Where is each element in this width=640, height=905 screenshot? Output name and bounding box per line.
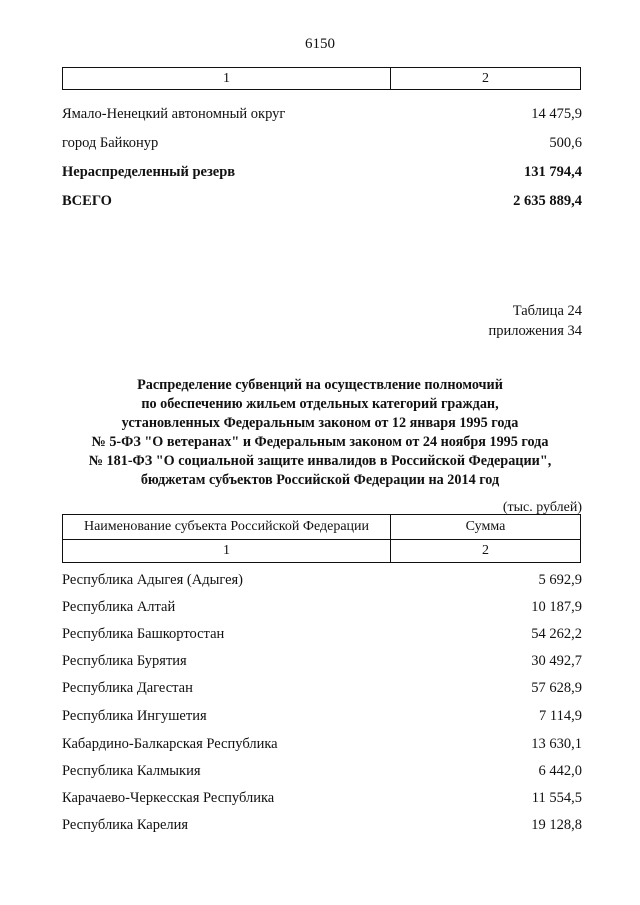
row-value: 7 114,9 <box>539 708 582 724</box>
document-title <box>40 376 600 490</box>
table-row <box>62 790 582 807</box>
row-value: 131 794,4 <box>524 164 582 180</box>
table-row <box>62 106 582 123</box>
row-value: 19 128,8 <box>531 817 582 833</box>
row-name: Республика Алтай <box>62 599 176 615</box>
table-row <box>62 599 582 616</box>
table-row <box>62 708 582 725</box>
row-name: Республика Карелия <box>62 817 189 833</box>
top-table-col-1: 1 <box>223 70 230 86</box>
row-name: Республика Башкортостан <box>62 626 225 642</box>
row-name: Республика Калмыкия <box>62 763 201 779</box>
row-name: Ямало-Ненецкий автономный округ <box>62 106 286 122</box>
table-row-total <box>62 193 582 210</box>
page-number: 6150 <box>305 36 335 52</box>
table-row <box>62 736 582 753</box>
row-name: Республика Адыгея (Адыгея) <box>62 572 244 588</box>
row-name: Республика Дагестан <box>62 680 193 696</box>
main-table-col-numbers <box>62 539 581 563</box>
title-line: Распределение субвенций на осуществление полномочий <box>137 377 503 393</box>
row-value: 500,6 <box>549 135 582 151</box>
title-line: № 5-ФЗ "О ветеранах" и Федеральным законом от 24 ноября 1995 года <box>91 434 549 450</box>
col-number-1: 1 <box>223 543 230 558</box>
row-value: 2 635 889,4 <box>513 193 582 209</box>
col-number-2: 2 <box>390 540 580 562</box>
title-line: бюджетам субъектов Российской Федерации на 2014 год <box>140 472 500 488</box>
row-name: город Байконур <box>62 135 159 151</box>
row-value: 14 475,9 <box>531 106 582 122</box>
title-line: по обеспечению жильем отдельных категорий граждан, <box>141 396 499 412</box>
top-table-header <box>62 67 581 90</box>
table-row <box>62 626 582 643</box>
main-table-header <box>62 514 581 540</box>
table-row <box>62 653 582 670</box>
row-name: ВСЕГО <box>62 193 112 209</box>
table-row <box>62 572 582 589</box>
col-header-name: Наименование субъекта Российской Федерации <box>83 519 370 534</box>
col-header-sum: Сумма <box>390 515 580 539</box>
table-row <box>62 817 582 834</box>
row-value: 5 692,9 <box>538 572 582 588</box>
table-reference <box>489 301 582 341</box>
table-row-reserve <box>62 164 582 181</box>
table-row <box>62 135 582 152</box>
appendix-number: приложения 34 <box>488 323 582 339</box>
row-value: 57 628,9 <box>531 680 582 696</box>
row-name: Кабардино-Балкарская Республика <box>62 736 278 752</box>
unit-label: (тыс. рублей) <box>502 500 582 515</box>
top-table-col-2: 2 <box>390 68 580 89</box>
row-name: Карачаево-Черкесская Республика <box>62 790 275 806</box>
row-value: 11 554,5 <box>531 790 582 806</box>
row-value: 54 262,2 <box>531 626 582 642</box>
table-row <box>62 763 582 780</box>
title-line: № 181-ФЗ "О социальной защите инвалидов в Российской Федерации", <box>88 453 552 469</box>
row-name: Республика Ингушетия <box>62 708 207 724</box>
title-line: установленных Федеральным законом от 12 января 1995 года <box>121 415 519 431</box>
row-name: Нераспределенный резерв <box>62 164 236 180</box>
table-row <box>62 680 582 697</box>
table-number: Таблица 24 <box>512 303 582 319</box>
row-value: 10 187,9 <box>531 599 582 615</box>
row-name: Республика Бурятия <box>62 653 187 669</box>
row-value: 6 442,0 <box>538 763 582 779</box>
row-value: 30 492,7 <box>531 653 582 669</box>
row-value: 13 630,1 <box>531 736 582 752</box>
